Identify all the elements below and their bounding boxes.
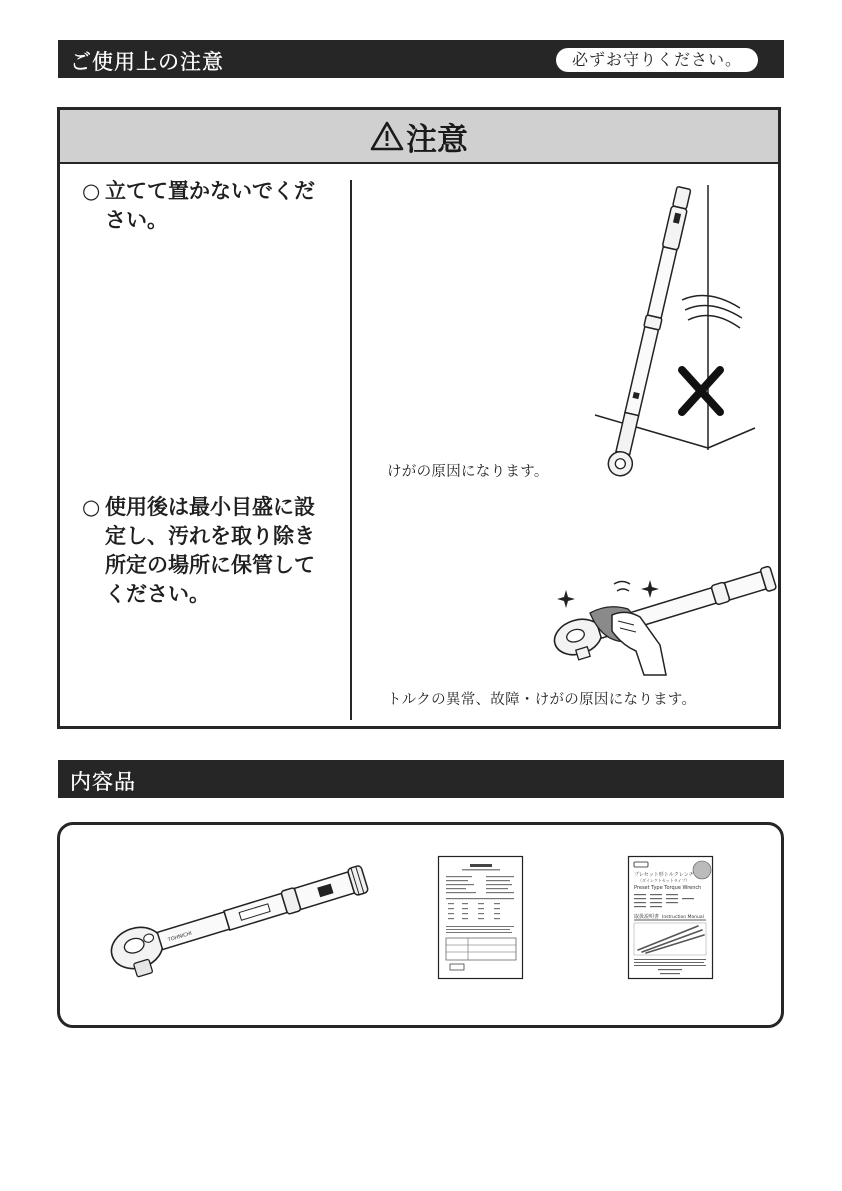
- manual-cover-manual-en: Instruction Manual: [662, 915, 704, 920]
- manual-cover-title-jp: プレセット形トルクレンチ: [634, 872, 694, 878]
- inspection-certificate-image: [438, 856, 524, 980]
- item-text: 使用後は最小目盛に設定し、汚れを取り除き所定の場所に保管してください。: [105, 495, 315, 606]
- manual-cover-title-en: Preset Type Torque Wrench: [634, 885, 702, 891]
- item-2-caption: トルクの異常、故障・けがの原因になります。: [387, 692, 697, 708]
- item-mark: ○: [82, 179, 101, 203]
- torque-wrench-image: [105, 878, 380, 978]
- caution-item-store-after-use: [82, 493, 332, 609]
- leaning-wrench-illustration: [590, 180, 760, 485]
- item-text: 立てて置かないでください。: [105, 179, 315, 232]
- usage-header-bar: [58, 40, 784, 78]
- svg-text:TOHNICHI: TOHNICHI: [167, 930, 193, 944]
- manual-cover-manual-jp: 取扱説明書: [634, 914, 660, 920]
- contents-header-bar: [58, 760, 784, 798]
- cross-icon: [682, 370, 720, 412]
- item-1-caption: けがの原因になります。: [387, 464, 549, 480]
- caution-title: [60, 110, 778, 162]
- column-divider: [350, 180, 352, 720]
- must-follow-badge: 必ずお守りください。: [556, 48, 758, 72]
- caution-title-text: 注意: [406, 121, 468, 158]
- caution-item-do-not-stand: [82, 177, 332, 235]
- manual-cover-subtitle-jp: （ダイレクトセットタイプ）: [638, 878, 690, 883]
- usage-header-title: ご使用上の注意: [70, 50, 224, 74]
- warning-triangle-icon: [370, 121, 404, 151]
- item-mark: ○: [82, 495, 101, 519]
- contents-header-title: 内容品: [70, 770, 136, 794]
- instruction-manual-image: [628, 856, 714, 980]
- wiping-wrench-illustration: [548, 575, 773, 675]
